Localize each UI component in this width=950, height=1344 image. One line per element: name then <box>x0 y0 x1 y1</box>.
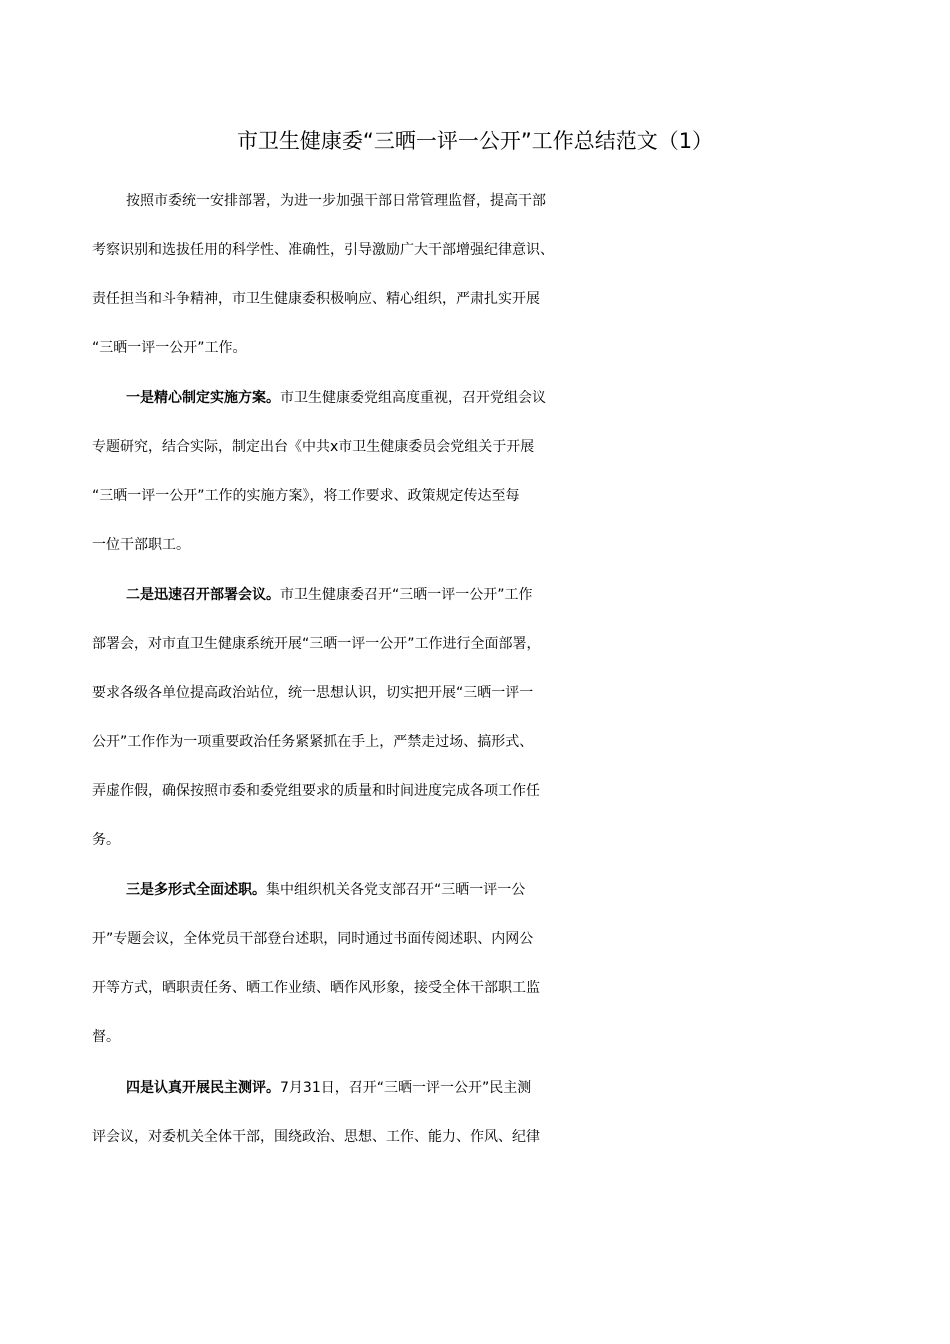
section-2-line-3: 要求各级各单位提高政治站位，统一思想认识，切实把开展“三晒一评一 <box>92 685 534 701</box>
section-1-first-text: 市卫生健康委党组高度重视，召开党组会议 <box>280 390 546 406</box>
section-3-line-2: 开”专题会议，全体党员干部登台述职，同时通过书面传阅述职、内网公 <box>92 931 534 947</box>
section-2-line-4: 公开”工作作为一项重要政治任务紧紧抓在手上，严禁走过场、搞形式、 <box>92 734 534 750</box>
intro-line-1: 按照市委统一安排部署，为进一步加强干部日常管理监督，提高干部 <box>126 193 546 209</box>
section-3-line-4: 督。 <box>92 1029 120 1045</box>
section-4-first-line <box>126 1072 916 1104</box>
document-title: 市卫生健康委“三晒一评一公开”工作总结范文（1） <box>236 129 714 153</box>
intro-line-2: 考察识别和选拔任用的科学性、准确性，引导激励广大干部增强纪律意识、 <box>92 242 554 258</box>
section-4-first-text: 7月31日，召开“三晒一评一公开”民主测 <box>280 1080 532 1096</box>
section-3-line-3: 开等方式，晒职责任务、晒工作业绩、晒作风形象，接受全体干部职工监 <box>92 980 540 996</box>
section-1-first-line <box>126 382 916 414</box>
section-2-line-6: 务。 <box>92 832 120 848</box>
section-2-line-5: 弄虚作假，确保按照市委和委党组要求的质量和时间进度完成各项工作任 <box>92 783 540 799</box>
section-1-line-3: “三晒一评一公开”工作的实施方案》，将工作要求、政策规定传达至每 <box>92 488 520 504</box>
section-2-heading: 二是迅速召开部署会议。 <box>126 587 280 603</box>
section-1-line-2: 专题研究，结合实际，制定出台《中共x市卫生健康委员会党组关于开展 <box>92 439 535 455</box>
section-2-first-text: 市卫生健康委召开“三晒一评一公开”工作 <box>280 587 533 603</box>
section-1-heading: 一是精心制定实施方案。 <box>126 390 280 406</box>
intro-line-4: “三晒一评一公开”工作。 <box>92 340 247 356</box>
section-4-line-2: 评会议，对委机关全体干部，围绕政治、思想、工作、能力、作风、纪律 <box>92 1129 540 1145</box>
section-2-first-line <box>126 579 916 611</box>
section-3-heading: 三是多形式全面述职。 <box>126 882 266 898</box>
section-2-line-2: 部署会，对市直卫生健康系统开展“三晒一评一公开”工作进行全面部署， <box>92 636 541 652</box>
intro-line-3: 责任担当和斗争精神，市卫生健康委积极响应、精心组织，严肃扎实开展 <box>92 291 540 307</box>
section-4-heading: 四是认真开展民主测评。 <box>126 1080 280 1096</box>
section-1-line-4: 一位干部职工。 <box>92 537 190 553</box>
section-3-first-line <box>126 874 916 906</box>
section-3-first-text: 集中组织机关各党支部召开“三晒一评一公 <box>266 882 526 898</box>
